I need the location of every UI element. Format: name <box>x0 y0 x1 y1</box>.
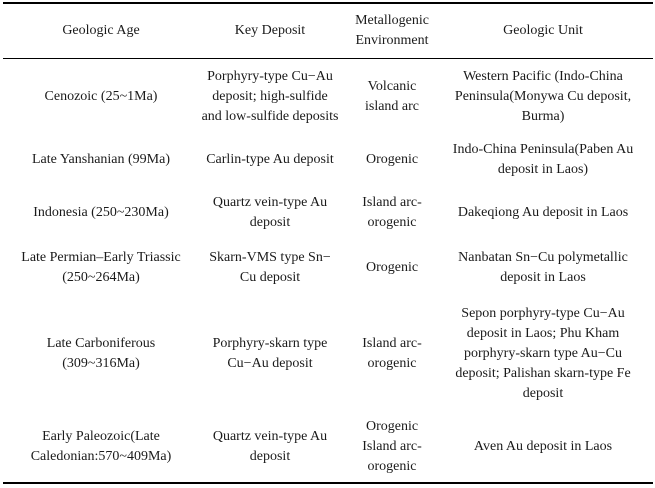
table-row-6-geologic-unit <box>432 412 654 482</box>
cell-text-line: Nanbatan Sn−Cu polymetallic <box>458 250 628 265</box>
cell-text-line: Caledonian:570~409Ma) <box>30 449 172 464</box>
cell-text-line: Peninsula(Monywa Cu deposit, <box>454 89 632 104</box>
cell-text-line: Sepon porphyry-type Cu−Au <box>461 305 625 321</box>
cell-text-line: deposit <box>522 385 564 401</box>
table-row-6-key-deposit <box>190 412 350 482</box>
cell-text-line: Late Yanshanian (99Ma) <box>31 151 171 167</box>
cell-text-line: Island arc- <box>362 335 422 351</box>
table-row-1-metallogenic-environment <box>346 59 438 135</box>
table-row-3-key-deposit <box>190 184 350 241</box>
cell-text-line: deposit in Laos; Phu Kham <box>466 325 620 341</box>
cell-text-line: Orogenic <box>365 151 419 167</box>
cell-text-line: deposit; Palishan skarn-type Fe <box>455 365 631 381</box>
table-row-1-geologic-unit <box>432 59 654 135</box>
table-row-4-metallogenic-environment <box>346 241 438 295</box>
cell-text-line: Key Deposit <box>234 23 306 38</box>
cell-text-line: island arc <box>364 99 420 114</box>
table-row-6-metallogenic-environment <box>346 412 438 482</box>
cell-text-line: Indo-China Peninsula(Paben Au <box>452 141 634 157</box>
table-row-2-geologic-age <box>3 135 199 184</box>
cell-text-line: Western Pacific (Indo-China <box>463 69 623 84</box>
cell-text-line: Orogenic <box>365 260 419 275</box>
table-row-5-geologic-unit <box>432 295 654 412</box>
cell-text-line: orogenic <box>367 214 417 230</box>
cell-text-line: Indonesia (250~230Ma) <box>33 204 169 220</box>
cell-text-line: orogenic <box>367 355 417 371</box>
cell-text-line: Geologic Age <box>62 23 140 38</box>
table-row-1-key-deposit <box>190 59 350 135</box>
table-row-3-geologic-age <box>3 184 199 241</box>
cell-text-line: Quartz vein-type Au <box>212 429 328 444</box>
header-key-deposit <box>190 4 350 58</box>
table-row-4-key-deposit <box>190 241 350 295</box>
cell-text-line: Island arc- <box>362 439 422 454</box>
cell-text-line: Cenozoic (25~1Ma) <box>44 89 158 104</box>
cell-text-line: Geologic Unit <box>503 23 583 38</box>
table-row-2-metallogenic-environment <box>346 135 438 184</box>
table-row-4-geologic-unit <box>432 241 654 295</box>
table-row-3-metallogenic-environment <box>346 184 438 241</box>
table-row-1-geologic-age <box>3 59 199 135</box>
cell-text-line: (309~316Ma) <box>62 355 140 371</box>
cell-text-line: Porphyry-skarn type <box>212 335 328 351</box>
table-row-3-geologic-unit <box>432 184 654 241</box>
cell-text-line: Carlin-type Au deposit <box>206 151 334 167</box>
cell-text-line: Late Carboniferous <box>46 335 156 351</box>
table-row-5-metallogenic-environment <box>346 295 438 412</box>
cell-text-line: Volcanic <box>367 79 417 94</box>
cell-text-line: Porphyry-type Cu−Au <box>207 69 333 84</box>
cell-text-line: deposit in Laos <box>500 270 586 285</box>
cell-text-line: Dakeqiong Au deposit in Laos <box>457 204 629 220</box>
cell-text-line: Orogenic <box>365 419 419 434</box>
cell-text-line: Aven Au deposit in Laos <box>473 439 613 454</box>
table-row-2-key-deposit <box>190 135 350 184</box>
cell-text-line: Late Permian–Early Triassic <box>21 250 181 265</box>
cell-text-line: deposit; high-sulfide <box>212 89 328 104</box>
cell-text-line: (250~264Ma) <box>62 270 140 285</box>
cell-text-line: Island arc- <box>362 194 422 210</box>
cell-text-line: deposit <box>249 449 291 464</box>
cell-text-line: Environment <box>355 33 429 48</box>
header-geologic-unit <box>432 4 654 58</box>
cell-text-line: deposit in Laos) <box>497 161 589 177</box>
cell-text-line: Quartz vein-type Au <box>212 194 328 210</box>
cell-text-line: deposit <box>249 214 291 230</box>
cell-text-line: Metallogenic <box>355 13 429 28</box>
table-bottom-rule <box>3 482 653 484</box>
table-row-6-geologic-age <box>3 412 199 482</box>
cell-text-line: Early Paleozoic(Late <box>42 429 160 444</box>
cell-text-line: Cu−Au deposit <box>227 355 313 371</box>
table-row-5-geologic-age <box>3 295 199 412</box>
cell-text-line: Skarn-VMS type Sn− <box>209 250 331 265</box>
header-geologic-age <box>3 4 199 58</box>
cell-text-line: orogenic <box>367 459 417 474</box>
table-row-4-geologic-age <box>3 241 199 295</box>
cell-text-line: porphyry-skarn type Au−Cu <box>464 345 622 361</box>
table-row-2-geologic-unit <box>432 135 654 184</box>
cell-text-line: Burma) <box>521 109 565 124</box>
table-row-5-key-deposit <box>190 295 350 412</box>
header-metallogenic-environment <box>346 4 438 58</box>
cell-text-line: and low-sulfide deposits <box>201 109 339 124</box>
cell-text-line: Cu deposit <box>239 270 301 285</box>
